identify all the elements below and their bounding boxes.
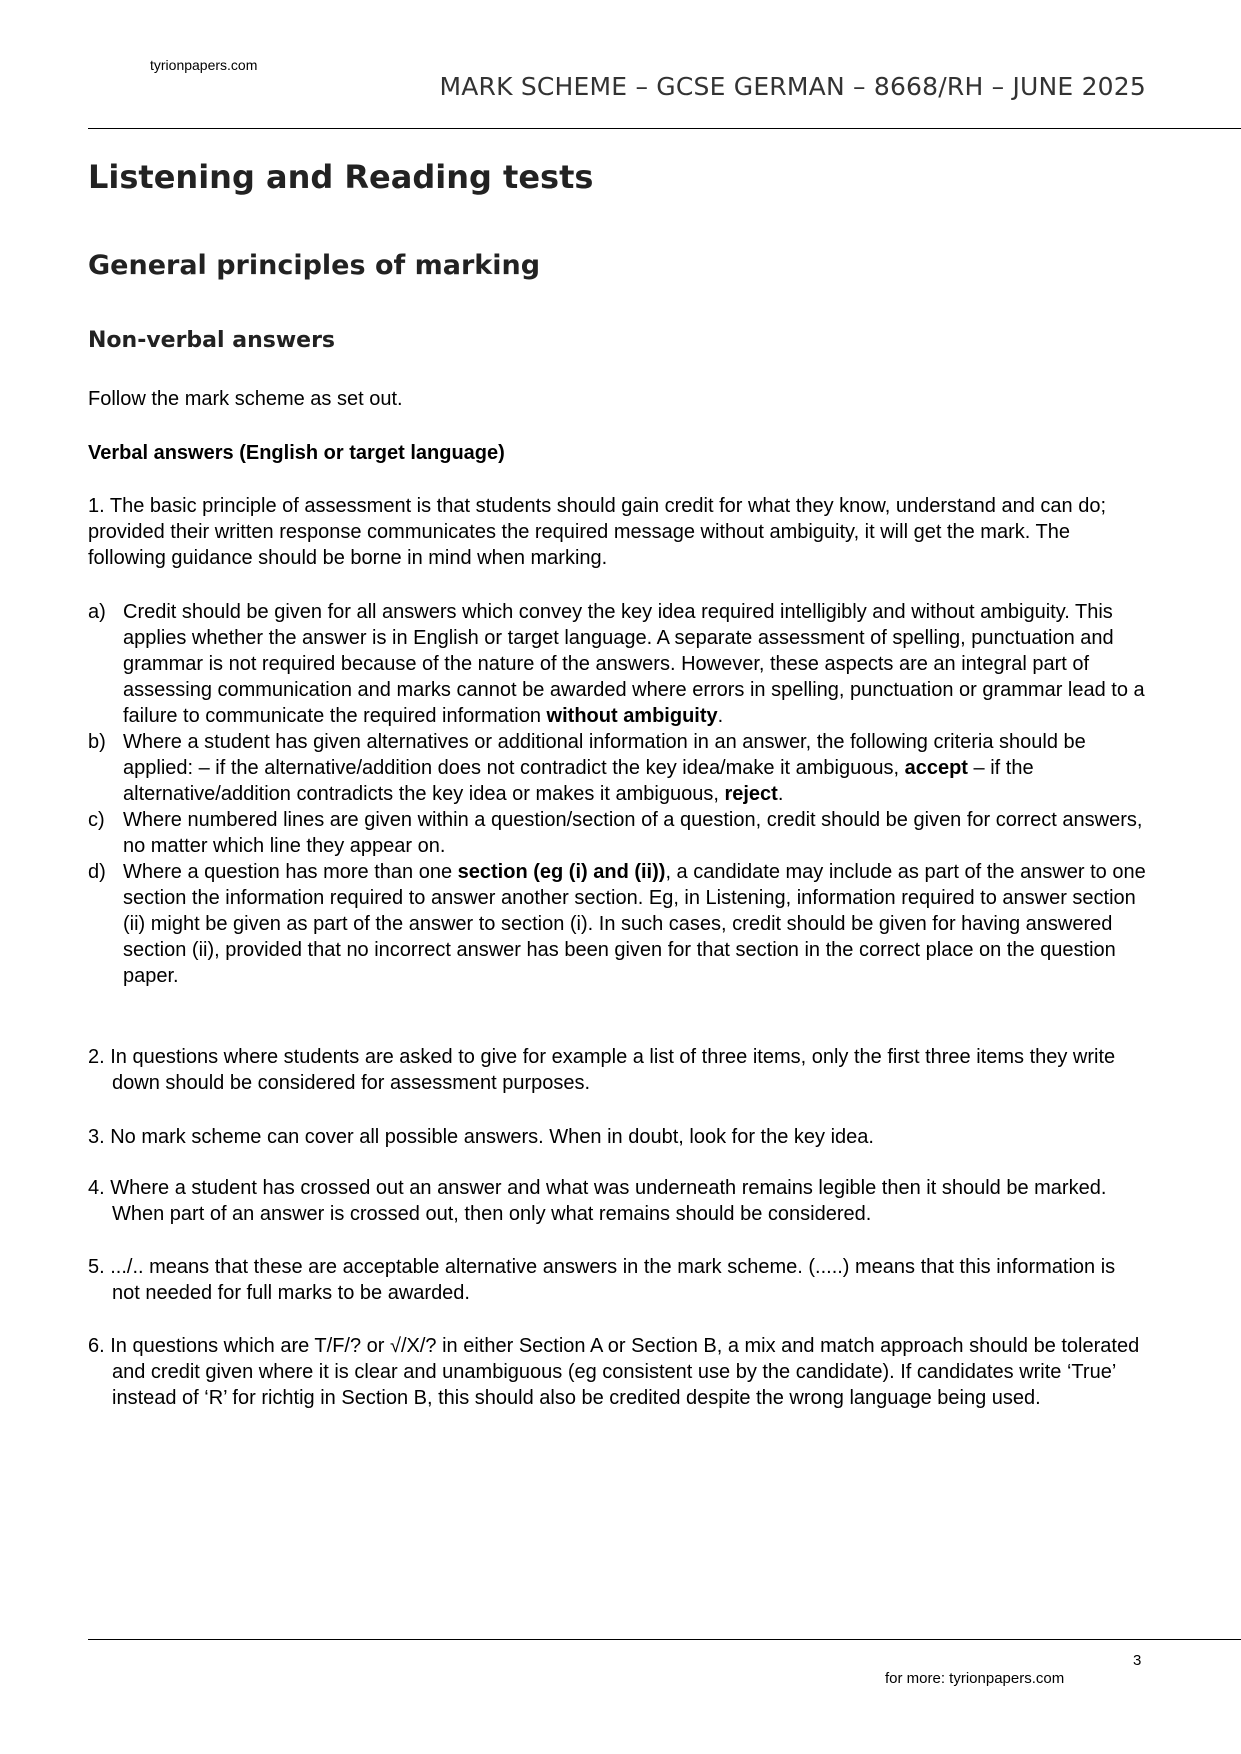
list-marker: d) bbox=[88, 861, 106, 883]
item-text: . bbox=[717, 705, 724, 727]
guidance-list bbox=[88, 599, 1148, 989]
principle-5: 5. .../.. means that these are acceptable alternative answers in the mark scheme. (.....) means that this information is not needed for full marks to be awarded. bbox=[88, 1256, 1116, 1304]
item-text: Where numbered lines are given within a question/section of a question, credit should be given for correct answers, no matter which line they appear on. bbox=[123, 809, 1143, 857]
guidance-item-b bbox=[88, 729, 1148, 807]
guidance-item-c bbox=[88, 807, 1148, 859]
site-watermark-top: tyrionpapers.com bbox=[150, 57, 258, 73]
principle-3: 3. No mark scheme can cover all possible answers. When in doubt, look for the key idea. bbox=[88, 1126, 874, 1148]
header-divider bbox=[88, 128, 1241, 129]
page-title: Listening and Reading tests bbox=[88, 158, 594, 196]
item-emphasis: accept bbox=[904, 757, 968, 779]
item-emphasis: without ambiguity bbox=[546, 705, 718, 727]
principle-4: 4. Where a student has crossed out an answer and what was underneath remains legible then it should be marked. When part of an answer is crossed out, then only what remains should be considered. bbox=[88, 1177, 1107, 1225]
page-number: 3 bbox=[1133, 1652, 1142, 1669]
principle-6: 6. In questions which are T/F/? or √/X/? in either Section A or Section B, a mix and match approach should be tolerated and credit given where it is clear and unambiguous (eg consistent use by the candidate). If candidates write ‘True’ instead of ‘R’ for richtig in Section B, this should also be credited despite the wrong language being used. bbox=[88, 1335, 1140, 1409]
list-marker: b) bbox=[88, 731, 106, 753]
principle-1: 1. The basic principle of assessment is that students should gain credit for what they know, understand and can do; provided their written response communicates the required message without ambiguity, it will get the mark. The following guidance should be borne in mind when marking. bbox=[88, 495, 1107, 569]
item-text: Where a student has given alternatives or additional information in an answer, the following criteria should be applied: – if the alternative/addition does not contradict the key idea/make it ambiguous, bbox=[123, 731, 1086, 779]
list-marker: a) bbox=[88, 601, 106, 623]
verbal-heading: Verbal answers (English or target language) bbox=[88, 442, 505, 464]
item-emphasis: reject bbox=[724, 783, 778, 805]
item-emphasis: section (eg (i) and (ii)) bbox=[457, 861, 666, 883]
item-text: Where a question has more than one bbox=[123, 861, 458, 883]
item-text: , a candidate may include as part of the answer to one section the information required to answer another section. Eg, in Listening, information required to answer section (ii) might be given as part of the answer to section (i). In such cases, credit should be given for having answered section (ii), provided that no incorrect answer has been given for that section in the correct place on the question paper. bbox=[123, 861, 1146, 987]
guidance-item-d bbox=[88, 859, 1148, 989]
non-verbal-text: Follow the mark scheme as set out. bbox=[88, 388, 403, 410]
item-text: . bbox=[777, 783, 784, 805]
document-header-title: MARK SCHEME – GCSE GERMAN – 8668/RH – JUNE 2025 bbox=[439, 72, 1146, 101]
guidance-item-a bbox=[88, 599, 1148, 729]
principle-2: 2. In questions where students are asked to give for example a list of three items, only the first three items they write down should be considered for assessment purposes. bbox=[88, 1046, 1116, 1094]
footer-divider bbox=[88, 1639, 1241, 1640]
site-watermark-bottom: for more: tyrionpapers.com bbox=[885, 1670, 1065, 1687]
list-marker: c) bbox=[88, 809, 105, 831]
item-text: Credit should be given for all answers which convey the key idea required intelligibly and without ambiguity. This applies whether the answer is in English or target language. A separate assessment of spelling, punctuation and grammar is not required because of the nature of the answers. However, these aspects are an integral part of assessing communication and marks cannot be awarded where errors in spelling, punctuation or grammar lead to a failure to communicate the required information bbox=[123, 601, 1145, 727]
non-verbal-heading: Non-verbal answers bbox=[88, 328, 336, 353]
item-text: – if the alternative/addition contradicts the key idea or makes it ambiguous, bbox=[123, 757, 1034, 805]
section-title: General principles of marking bbox=[88, 250, 541, 281]
